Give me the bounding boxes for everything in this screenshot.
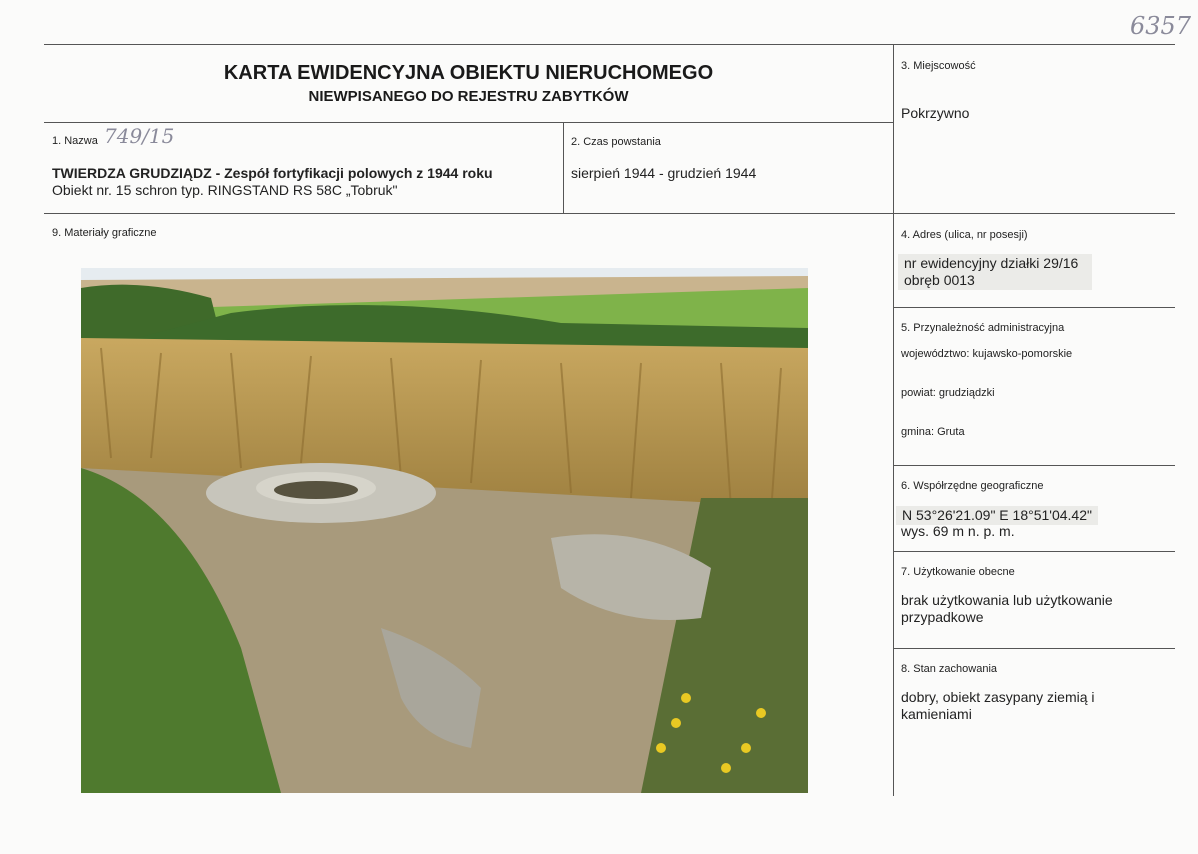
divider bbox=[563, 122, 564, 213]
commune: gmina: Gruta bbox=[901, 426, 965, 438]
locality-value: Pokrzywno bbox=[901, 105, 970, 121]
divider bbox=[893, 551, 1175, 552]
voivodeship: województwo: kujawsko-pomorskie bbox=[901, 348, 1073, 360]
name-handwritten-number: 749/15 bbox=[104, 124, 175, 148]
name-line2: Obiekt nr. 15 schron typ. RINGSTAND RS 58C „Tobruk" bbox=[52, 182, 398, 198]
locality-label: 3. Miejscowość bbox=[901, 60, 976, 72]
name-label: 1. Nazwa bbox=[52, 135, 98, 147]
archive-number: 6357 bbox=[1130, 12, 1192, 40]
coords-label: 6. Współrzędne geograficzne bbox=[901, 480, 1044, 492]
name-line1: TWIERDZA GRUDZIĄDZ - Zespół fortyfikacji polowych z 1944 roku bbox=[52, 165, 493, 181]
page-subtitle: NIEWPISANEGO DO REJESTRU ZABYTKÓW bbox=[308, 88, 629, 105]
graphics-label: 9. Materiały graficzne bbox=[52, 227, 157, 239]
usage-value: brak użytkowania lub użytkowanie przypadkowe bbox=[901, 592, 1113, 625]
divider bbox=[893, 465, 1175, 466]
address-label: 4. Adres (ulica, nr posesji) bbox=[901, 229, 1028, 241]
divider bbox=[893, 307, 1175, 308]
address-line2: obręb 0013 bbox=[904, 272, 975, 288]
address-value bbox=[898, 254, 1092, 290]
page-title: KARTA EWIDENCYJNA OBIEKTU NIERUCHOMEGO bbox=[223, 62, 714, 84]
coords-line1: N 53°26'21.09" E 18°51'04.42" bbox=[896, 506, 1098, 525]
admin-label: 5. Przynależność administracyjna bbox=[901, 322, 1065, 334]
divider bbox=[44, 213, 1175, 214]
coords-line2: wys. 69 m n. p. m. bbox=[901, 523, 1015, 539]
usage-label: 7. Użytkowanie obecne bbox=[901, 566, 1015, 578]
condition-value: dobry, obiekt zasypany ziemią i kamieniami bbox=[901, 689, 1095, 722]
site-photo bbox=[81, 268, 808, 793]
date-label: 2. Czas powstania bbox=[571, 136, 661, 148]
address-line1: nr ewidencyjny działki 29/16 bbox=[904, 255, 1079, 271]
condition-label: 8. Stan zachowania bbox=[901, 663, 998, 675]
county: powiat: grudziądzki bbox=[901, 387, 995, 399]
divider bbox=[44, 122, 893, 123]
divider bbox=[893, 648, 1175, 649]
date-value: sierpień 1944 - grudzień 1944 bbox=[571, 165, 757, 181]
divider bbox=[44, 44, 1175, 45]
divider bbox=[893, 44, 894, 796]
